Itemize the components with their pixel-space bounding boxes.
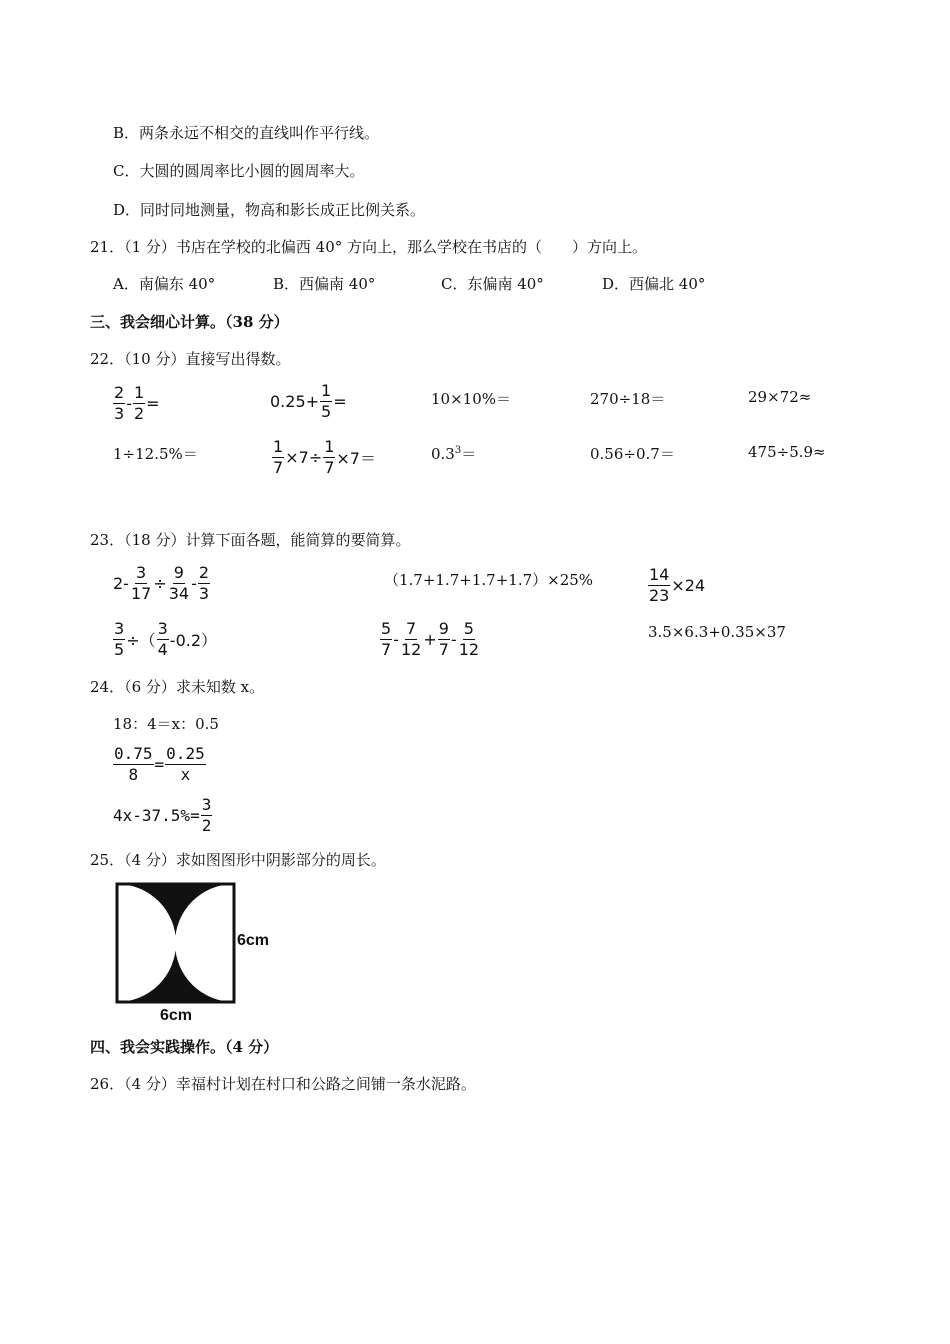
q24-expr-2: $\frac{0.75}{8}$ = $\frac{0.25}{x}$	[114, 744, 205, 784]
q22-row2-expr-a: 1÷12.5%＝	[113, 445, 198, 463]
q22-row2-expr-c: $0.3^3=$	[431, 445, 477, 463]
q22-stem: 22．（10 分）直接写出得数。	[90, 350, 291, 368]
q21-stem: 21．（1 分）书店在学校的北偏西 40° 方向上，那么学校在书店的（ ）方向上。	[90, 238, 648, 256]
q23-expr-4: $\frac{3}{5}$ ÷（ $\frac{3}{4}$ -0.2）	[114, 619, 218, 659]
q22-row1-expr-c: 10×10%＝	[431, 390, 511, 408]
q25-stem: 25．（4 分）求如图图形中阴影部分的周长。	[90, 851, 386, 869]
q21-option-b: B．西偏南 40°	[273, 275, 376, 293]
q20-option-c: C．大圆的圆周率比小圆的圆周率大。	[113, 162, 365, 180]
q23-expr-1: 2- $\frac{3}{17}$ ÷ $\frac{9}{34}$ - $\frac{2}{3}$	[113, 563, 210, 603]
q22-row2-expr-e: 475÷5.9≈	[748, 443, 826, 461]
q26-stem: 26．（4 分）幸福村计划在村口和公路之间铺一条水泥路。	[90, 1075, 476, 1093]
q22-row2-expr-b: $\frac{1}{7}$ ×7÷ $\frac{1}{7}$ ×7＝	[273, 437, 376, 477]
q20-option-b: B．两条永远不相交的直线叫作平行线。	[113, 124, 380, 142]
section-4-heading: 四、我会实践操作。（4 分）	[90, 1038, 279, 1056]
q21-option-d: D．西偏北 40°	[602, 275, 706, 293]
q24-expr-1: 18：4＝x：0.5	[113, 715, 219, 733]
q22-row1-expr-e: 29×72≈	[748, 388, 812, 406]
q22-row1-expr-b: 0.25+ $\frac{1}{5}$ =	[270, 381, 347, 421]
q24-expr-3: 4x-37.5%= $\frac{3}{2}$	[113, 795, 212, 835]
q25-shaded-figure	[113, 880, 283, 1025]
q20-option-d: D．同时同地测量，物高和影长成正比例关系。	[113, 201, 426, 219]
q23-expr-5: $\frac{5}{7}$ - $\frac{7}{12}$ + $\frac{9}{7}$ - $\frac{5}{12}$	[381, 619, 480, 659]
q23-expr-3: $\frac{14}{23}$ ×24	[649, 565, 706, 605]
figure-bottom-label: 6cm	[160, 1007, 193, 1024]
q21-option-a: A．南偏东 40°	[113, 275, 216, 293]
q23-expr-2: （1.7+1.7+1.7+1.7）×25%	[384, 571, 594, 589]
q23-expr-6: 3.5×6.3+0.35×37	[648, 623, 786, 641]
q22-row1-expr-a: $\frac{2}{3}$ - $\frac{1}{2}$ =	[114, 383, 160, 423]
figure-side-label: 6cm	[237, 932, 270, 949]
q23-stem: 23．（18 分）计算下面各题，能简算的要简算。	[90, 531, 411, 549]
q24-stem: 24．（6 分）求未知数 x。	[90, 678, 265, 696]
section-3-heading: 三、我会细心计算。（38 分）	[90, 313, 289, 331]
q22-row1-expr-d: 270÷18＝	[590, 390, 666, 408]
q22-row2-expr-d: 0.56÷0.7＝	[590, 445, 675, 463]
q21-option-c: C．东偏南 40°	[441, 275, 544, 293]
